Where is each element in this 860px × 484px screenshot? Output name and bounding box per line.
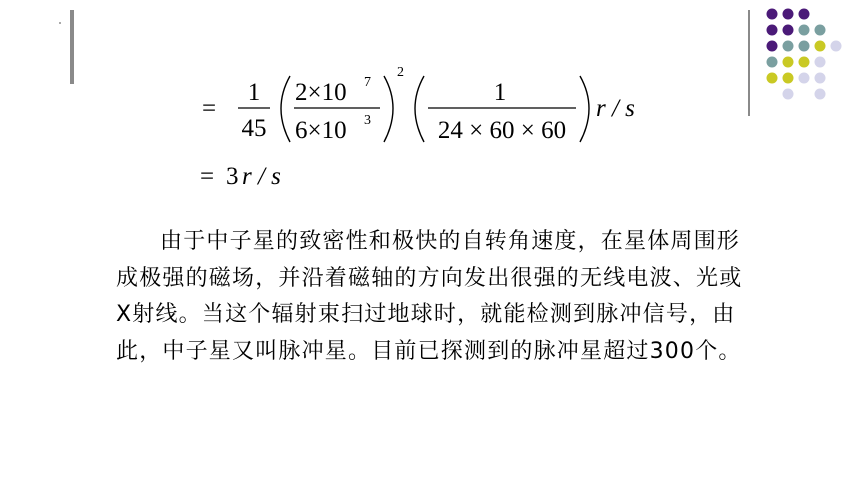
decor-dot bbox=[799, 57, 810, 68]
formula bbox=[198, 62, 668, 202]
decor-dot bbox=[767, 73, 778, 84]
fraction1-numerator: 1 bbox=[247, 79, 261, 106]
fraction2-denominator: 6×10 bbox=[295, 117, 347, 144]
decor-dot bbox=[783, 25, 794, 36]
unit-1: r / s bbox=[596, 95, 635, 122]
decor-dot bbox=[783, 57, 794, 68]
decor-dot bbox=[815, 41, 826, 52]
decor-dot bbox=[767, 25, 778, 36]
decor-dot bbox=[767, 41, 778, 52]
left-paren-1 bbox=[281, 76, 290, 142]
right-paren-2 bbox=[580, 76, 589, 142]
decor-dot bbox=[783, 41, 794, 52]
formula-equals-1: = bbox=[202, 95, 217, 122]
fraction1-denominator: 45 bbox=[241, 115, 267, 142]
decor-dot bbox=[815, 57, 826, 68]
decor-dot bbox=[831, 41, 842, 52]
fraction3-numerator: 1 bbox=[493, 79, 507, 106]
right-paren-1 bbox=[384, 76, 393, 142]
left-paren-2 bbox=[415, 76, 424, 142]
formula-equals-2: = bbox=[200, 163, 215, 190]
unit-2: r / s bbox=[242, 163, 281, 190]
decor-dot bbox=[799, 9, 810, 20]
decor-dot bbox=[783, 73, 794, 84]
result-value: 3 bbox=[226, 163, 239, 190]
outer-exponent: 2 bbox=[397, 65, 404, 80]
fraction2-numerator: 2×10 bbox=[295, 79, 347, 106]
fraction3-denominator: 24 × 60 × 60 bbox=[437, 117, 567, 144]
decor-dot bbox=[815, 89, 826, 100]
decor-dot bbox=[799, 41, 810, 52]
fraction2-denominator-exponent: 3 bbox=[364, 113, 371, 128]
body-paragraph: 由于中子星的致密性和极快的自转角速度，在星体周围形成极强的磁场，并沿着磁轴的方向发出很强的无线电波、光或X射线。当这个辐射束扫过地球时，就能检测到脉冲信号，由此，中子星又叫脉冲星。目前已探测到的脉冲星超过300个。 bbox=[116, 229, 743, 364]
decor-dot bbox=[767, 9, 778, 20]
decor-dot bbox=[783, 9, 794, 20]
fraction2-numerator-exponent: 7 bbox=[364, 75, 371, 90]
decor-dot bbox=[815, 25, 826, 36]
decor-dot bbox=[815, 73, 826, 84]
decor-dot bbox=[799, 73, 810, 84]
decor-dot bbox=[799, 25, 810, 36]
decor-dot bbox=[767, 57, 778, 68]
decor-dot bbox=[783, 89, 794, 100]
